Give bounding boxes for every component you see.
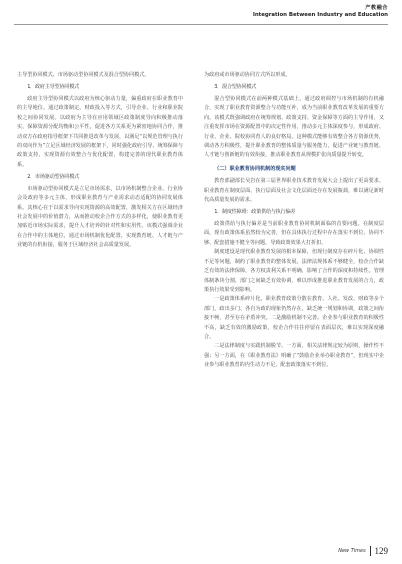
- section-title-cn: 产教融合: [365, 5, 388, 11]
- footer-divider: [370, 546, 371, 556]
- paragraph: 二是法律制度与实践机制脱节。一方面，相关法律规定较为原则，操作性不强；另一方面，在《职业教育法》明确了“鼓励企业举办职业教育”，但现实中企业参与职业教育的内生动力不足，配套政策落实不到位。: [204, 343, 384, 369]
- subsection-heading: 3．混合型协同模式: [214, 84, 257, 90]
- subsection-heading: 1．政府主导型协同模式: [27, 84, 79, 90]
- page-footer: [338, 546, 388, 556]
- paragraph: 政府主导型协同模式以政府为核心驱动力量，偏重政府在职业教育中的主导地位。通过政策制定、财政投入等方式，引导企业、行业和职业院校之间协同发展。以政府为主导在应用领域区政策制度导向积极推动落实。保障资源分配均衡和公平性，促进各方关系更为紧密地协同合作，推动双方在政府指导框架下共同推进改革与发展，以满足“以规范管理与执行的双向作为”立足区域经济发展的框架下，同时强化政府引导、统筹保障与政策支持，实现资源有效整合与优化配置，构建完善的现代职业教育体系。: [17, 96, 183, 168]
- page-number: 129: [374, 546, 388, 556]
- paragraph: 一是政策体系碎片化。职业教育政策分散在教育、人社、发改、财政等多个部门，政出多门、各自为政的现象仍然存在，缺乏统一规划和协调，政策之间衔接不畅，甚至存在矛盾冲突。二是激励机制不完善。企业参与职业教育的积极性不高，缺乏有效的激励政策，校企合作往往停留在表面层次，难以实现深度融合。: [204, 296, 384, 340]
- paragraph: 为政府或市场驱动协同方式所以形成。: [204, 72, 291, 78]
- journal-name: New Times: [338, 548, 366, 554]
- paragraph: 政策供给与执行偏差是当前职业教育协同机制面临的首要问题。在制度层面，现有政策体系虽然较为完善，但在具体执行过程中存在落实不到位、协同不够、配套措施不健全等问题，导致政策效果大打折扣。: [204, 221, 384, 246]
- header-divider: [14, 24, 388, 25]
- section-heading: （二）职业教育协同机制的现实问题: [214, 165, 296, 172]
- paragraph: 主导型协同模式、市场驱动型协同模式及混合型协同模式。: [17, 72, 150, 78]
- section-title-en: Integration Between Industry and Education: [252, 11, 388, 18]
- paragraph: 市场驱动型协同模式是立足市场需求，以市场机制整合企业、行业协会及政府等多元主体，形成职业教育与产业需求动态适配的协同发展体系。其核心在于以需求导向实现资源的高效配置，激发相关方在区域经济社会发展中的价值潜力，从而推动校企合作方式的多样化，使职业教育更加贴近市场实际需求，提升人才培养的针对性和实用性。该模式强调企业在合作中的主体地位，通过市场机制优化配置，实现教育链、人才链与产业链的有机衔接，服务于区域经济社会高质量发展。: [17, 185, 183, 249]
- left-column: [17, 71, 183, 251]
- right-column: [204, 71, 384, 371]
- paragraph: 教育部副部长吴岩在第三届世界职业技术教育发展大会上提出了更高要求。职业教育在制度层面、执行层面及社会文化层面还存在发展瓶颈，难以满足新时代高质量发展的需求。: [204, 178, 384, 204]
- paragraph: 制度建设是现代职业教育发展的根本保障，但现行制度存在碎片化、协调性不足等问题，制约了职业教育的整体发展。法律法规体系不够健全，校企合作缺乏有效的法律保障，各方权责利关系不明确，影响了合作的深度和持续性。管理体制条块分割，部门之间缺乏有效协调，难以形成推进职业教育发展的合力，政策执行效果受到影响。: [204, 249, 384, 293]
- subsection-heading: 1．制度性障碍：政策供给与执行偏差: [214, 209, 296, 216]
- subsection-heading: 2．市场驱动型协同模式: [27, 173, 79, 180]
- running-header: [253, 6, 388, 18]
- paragraph: 混合型协同模式在前两种模式基础上，通过政府调控与市场机制的有机融合，实现了职业教育资源整合与功能互补，成为当前职业教育改革发展的重要方向。该模式既强调政府在统筹规划、政策支持、资金保障等方面的主导作用，又注重发挥市场在资源配置中的决定性作用，推动多元主体深度参与，形成政府、行业、企业、院校协同育人的良好格局。这种模式能够有效整合各方资源优势，调动各方积极性，提升职业教育的整体质量与服务能力，促进产业链与教育链、人才链与创新链的有效衔接，推动职业教育从规模扩张向质量提升转变。: [204, 96, 384, 159]
